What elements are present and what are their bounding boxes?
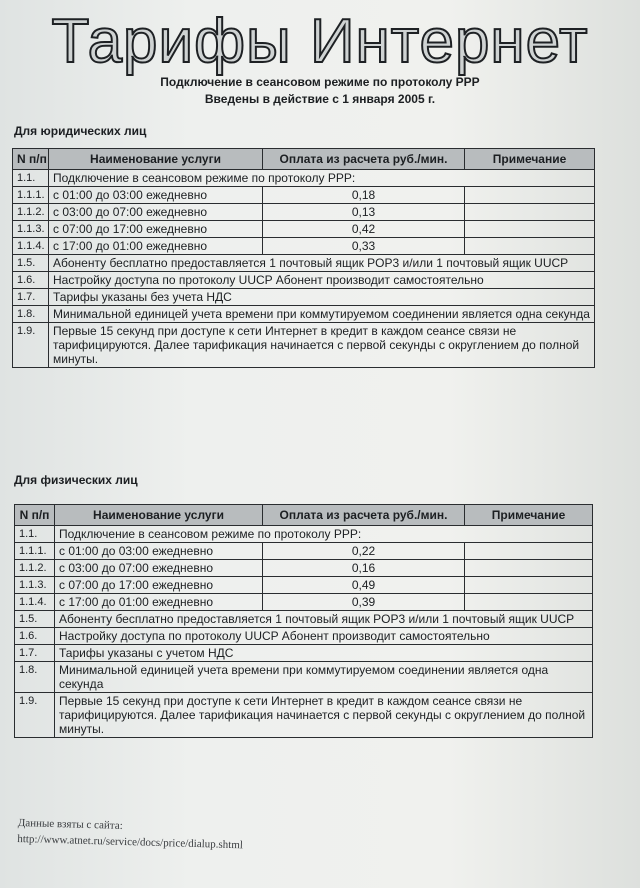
note-text: Тарифы указаны без учета НДС xyxy=(49,289,595,306)
section-label-legal: Для юридических лиц xyxy=(14,124,147,138)
header-price: Оплата из расчета руб./мин. xyxy=(263,505,465,526)
tariff-table-legal xyxy=(12,148,595,368)
rate-price: 0,33 xyxy=(263,238,465,255)
tariff-table-individual xyxy=(14,504,593,738)
note-text: Абоненту бесплатно предоставляется 1 почтовый ящик POP3 и/или 1 почтовый ящик UUCP xyxy=(49,255,595,272)
row-num: 1.5. xyxy=(15,611,55,628)
rate-period: с 03:00 до 07:00 ежедневно xyxy=(49,204,263,221)
row-num: 1.1.1. xyxy=(13,187,49,204)
source-label: Данные взяты с сайта: xyxy=(17,816,123,832)
table-row xyxy=(13,323,595,368)
row-num: 1.9. xyxy=(13,323,49,368)
table-row xyxy=(13,238,595,255)
rate-note xyxy=(465,577,593,594)
rate-price: 0,39 xyxy=(263,594,465,611)
rate-note xyxy=(465,238,595,255)
row-num: 1.1.3. xyxy=(15,577,55,594)
note-text: Настройку доступа по протоколу UUCP Абонент производит самостоятельно xyxy=(49,272,595,289)
header-num: N п/п xyxy=(15,505,55,526)
note-text: Тарифы указаны с учетом НДС xyxy=(55,645,593,662)
note-text: Абоненту бесплатно предоставляется 1 почтовый ящик POP3 и/или 1 почтовый ящик UUCP xyxy=(55,611,593,628)
row-num: 1.6. xyxy=(13,272,49,289)
row-text: Подключение в сеансовом режиме по протоколу PPP: xyxy=(49,170,595,187)
note-text: Минимальной единицей учета времени при коммутируемом соединении является одна секунда xyxy=(49,306,595,323)
header-num: N п/п xyxy=(13,149,49,170)
table-row xyxy=(15,560,593,577)
row-num: 1.6. xyxy=(15,628,55,645)
rate-note xyxy=(465,560,593,577)
rate-period: с 01:00 до 03:00 ежедневно xyxy=(49,187,263,204)
rate-period: с 07:00 до 17:00 ежедневно xyxy=(49,221,263,238)
table-row xyxy=(13,221,595,238)
rate-note xyxy=(465,204,595,221)
table-row xyxy=(15,693,593,738)
row-num: 1.1.4. xyxy=(13,238,49,255)
header-note: Примечание xyxy=(465,149,595,170)
row-text: Подключение в сеансовом режиме по протоколу PPP: xyxy=(55,526,593,543)
row-num: 1.5. xyxy=(13,255,49,272)
table-row xyxy=(13,204,595,221)
rate-note xyxy=(465,187,595,204)
rate-period: с 01:00 до 03:00 ежедневно xyxy=(55,543,263,560)
table-row xyxy=(15,577,593,594)
row-num: 1.7. xyxy=(15,645,55,662)
subtitle-protocol: Подключение в сеансовом режиме по протоколу PPP xyxy=(160,75,480,89)
header-service: Наименование услуги xyxy=(55,505,263,526)
table-header-row xyxy=(15,505,593,526)
source-note xyxy=(17,815,243,853)
table-row xyxy=(15,526,593,543)
table-row xyxy=(15,611,593,628)
note-text: Первые 15 секунд при доступе к сети Интернет в кредит в каждом сеансе связи не тарифицируются. Далее тарификация начинается с первой секунды с округлением до полной минуты. xyxy=(49,323,595,368)
row-num: 1.1.4. xyxy=(15,594,55,611)
table-row xyxy=(13,289,595,306)
rate-price: 0,49 xyxy=(263,577,465,594)
row-num: 1.8. xyxy=(13,306,49,323)
table-row xyxy=(15,628,593,645)
rate-note xyxy=(465,594,593,611)
table-row xyxy=(13,170,595,187)
section-label-individual: Для физических лиц xyxy=(14,473,138,487)
row-num: 1.1.2. xyxy=(13,204,49,221)
row-num: 1.1. xyxy=(15,526,55,543)
row-num: 1.1.1. xyxy=(15,543,55,560)
rate-price: 0,16 xyxy=(263,560,465,577)
rate-price: 0,22 xyxy=(263,543,465,560)
row-num: 1.1. xyxy=(13,170,49,187)
rate-period: с 03:00 до 07:00 ежедневно xyxy=(55,560,263,577)
header-service: Наименование услуги xyxy=(49,149,263,170)
table-row xyxy=(13,255,595,272)
rate-period: с 17:00 до 01:00 ежедневно xyxy=(49,238,263,255)
row-num: 1.7. xyxy=(13,289,49,306)
rate-note xyxy=(465,543,593,560)
table-row xyxy=(15,645,593,662)
table-row xyxy=(13,187,595,204)
header-price: Оплата из расчета руб./мин. xyxy=(263,149,465,170)
page-title: Тарифы Интернет xyxy=(51,7,589,76)
table-row xyxy=(13,306,595,323)
row-num: 1.9. xyxy=(15,693,55,738)
table-header-row xyxy=(13,149,595,170)
note-text: Первые 15 секунд при доступе к сети Интернет в кредит в каждом сеансе связи не тарифицируются. Далее тарификация начинается с первой секунды с округлением до полной минуты. xyxy=(55,693,593,738)
row-num: 1.1.2. xyxy=(15,560,55,577)
page-subtitle xyxy=(0,74,640,108)
table-row xyxy=(13,272,595,289)
rate-price: 0,18 xyxy=(263,187,465,204)
rate-note xyxy=(465,221,595,238)
subtitle-effective-date: Введены в действие с 1 января 2005 г. xyxy=(204,92,436,106)
table-row xyxy=(15,543,593,560)
note-text: Минимальной единицей учета времени при коммутируемом соединении является одна секунда xyxy=(55,662,593,693)
table-row xyxy=(15,662,593,693)
row-num: 1.1.3. xyxy=(13,221,49,238)
table-row xyxy=(15,594,593,611)
rate-price: 0,42 xyxy=(263,221,465,238)
source-url: http://www.atnet.ru/service/docs/price/dialup.shtml xyxy=(17,832,244,852)
note-text: Настройку доступа по протоколу UUCP Абонент производит самостоятельно xyxy=(55,628,593,645)
rate-period: с 17:00 до 01:00 ежедневно xyxy=(55,594,263,611)
rate-period: с 07:00 до 17:00 ежедневно xyxy=(55,577,263,594)
header-note: Примечание xyxy=(465,505,593,526)
rate-price: 0,13 xyxy=(263,204,465,221)
row-num: 1.8. xyxy=(15,662,55,693)
